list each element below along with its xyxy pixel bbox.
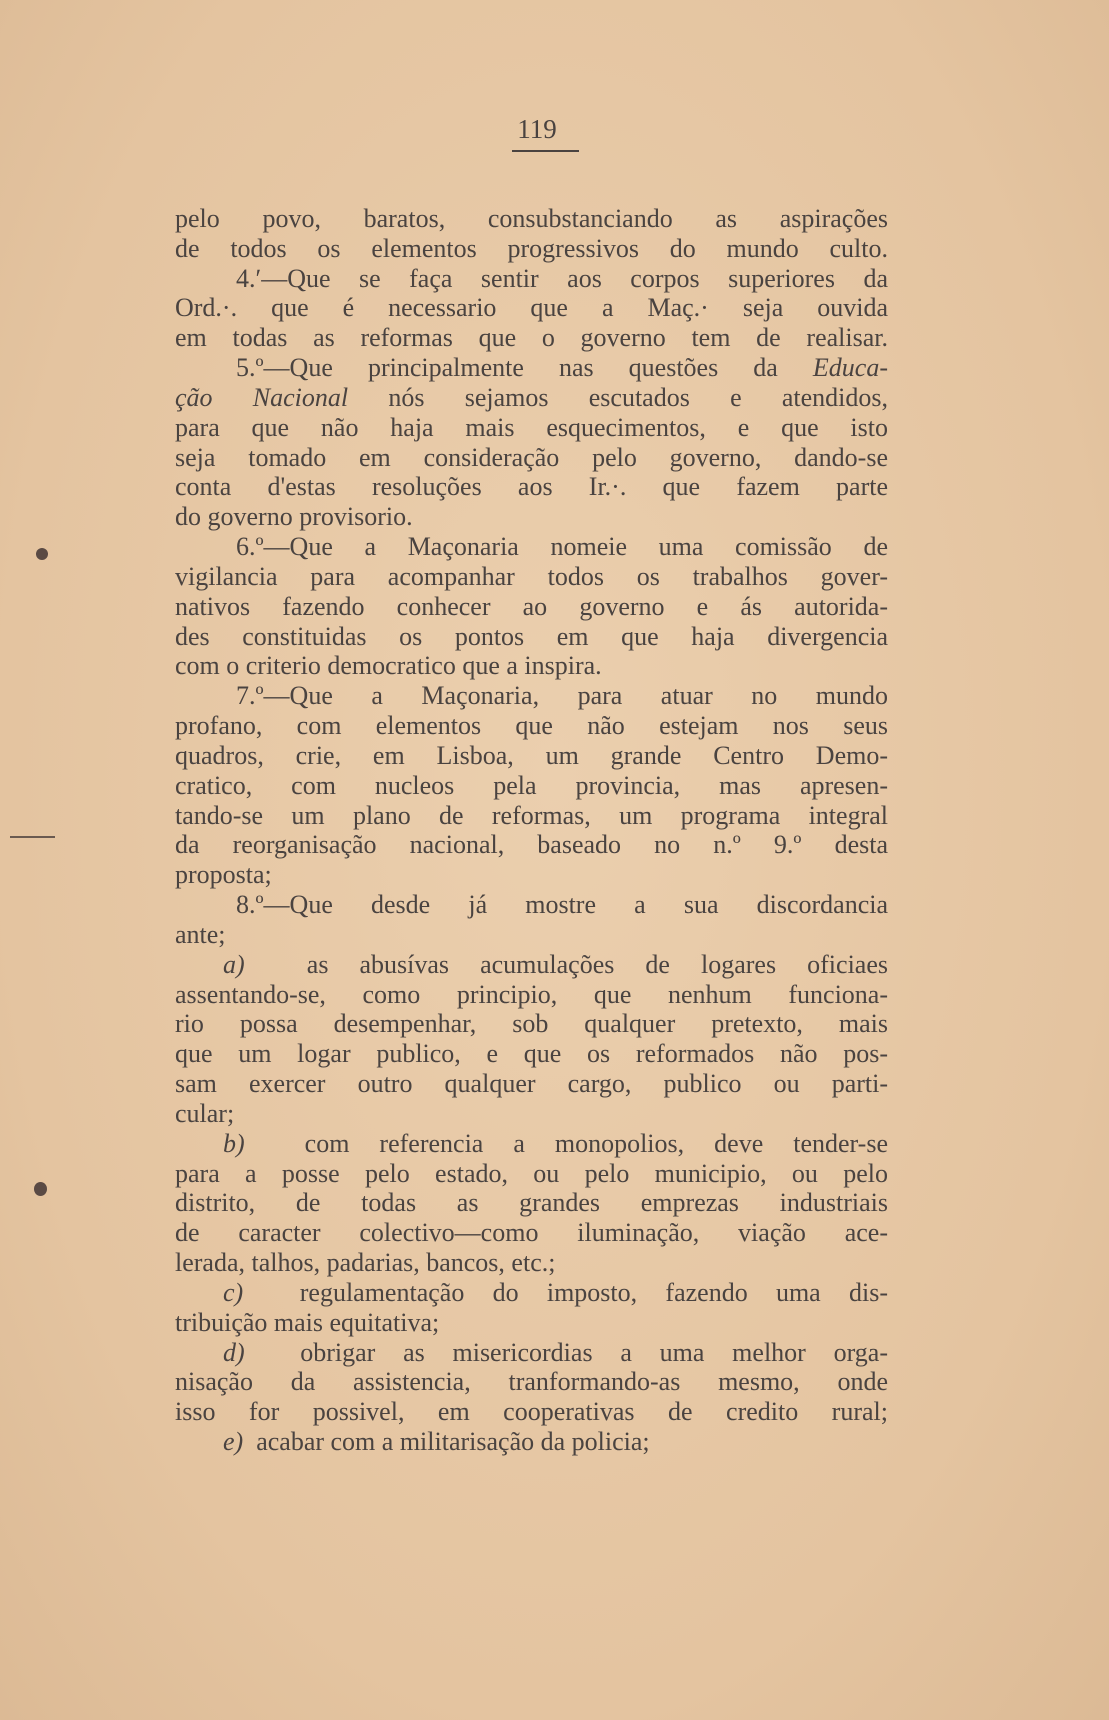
text-segment: com o criterio democratico que a inspira. [175, 651, 602, 681]
italic-text: d) [223, 1337, 245, 1367]
text-line [175, 1397, 888, 1427]
text-line [175, 1069, 888, 1099]
text-line [175, 980, 888, 1010]
text-line [175, 413, 888, 443]
text-line [175, 890, 888, 920]
text-segment: nativos fazendo conhecer ao governo e ás autorida- [175, 591, 888, 621]
text-line [175, 771, 888, 801]
text-line [175, 532, 888, 562]
text-segment: da reorganisação nacional, baseado no n.º 9.º desta [175, 830, 888, 860]
text-segment: obrigar as misericordias a uma melhor orga- [244, 1337, 888, 1367]
text-segment: proposta; [175, 860, 272, 890]
text-segment: nós sejamos escutados e atendidos, [348, 382, 888, 412]
text-line [175, 1159, 888, 1189]
text-segment: 8.º—Que desde já mostre a sua discordancia [236, 890, 888, 920]
text-line [175, 204, 888, 234]
text-segment: profano, com elementos que não estejam nos seus [175, 711, 888, 741]
text-line [175, 1338, 888, 1368]
text-segment: nisação da assistencia, tranformando-as mesmo, onde [175, 1367, 888, 1397]
italic-text: ção Nacional [175, 382, 349, 412]
text-segment: em todas as reformas que o governo tem de realisar. [175, 323, 888, 353]
text-line [175, 1129, 888, 1159]
page-number-rule [512, 150, 579, 152]
italic-text: e) [223, 1427, 244, 1457]
text-line [175, 234, 888, 264]
text-line [175, 383, 888, 413]
text-segment: sam exercer outro qualquer cargo, publico ou parti- [175, 1069, 888, 1099]
text-segment: assentando-se, como principio, que nenhum funciona- [175, 979, 888, 1009]
text-segment: vigilancia para acompanhar todos os trabalhos gover- [175, 561, 888, 591]
text-line [175, 472, 888, 502]
text-segment: de caracter colectivo—como iluminação, viação ace- [175, 1218, 888, 1248]
text-line [175, 860, 888, 890]
text-segment: as abusívas acumulações de logares oficiaes [244, 949, 888, 979]
text-segment: lerada, talhos, padarias, bancos, etc.; [175, 1248, 556, 1278]
text-line [175, 1218, 888, 1248]
text-segment: tando-se um plano de reformas, um programa integral [175, 800, 888, 830]
text-segment: pelo povo, baratos, consubstanciando as aspirações [175, 204, 888, 233]
text-segment: quadros, crie, em Lisboa, um grande Centro Demo- [175, 740, 888, 770]
text-line [175, 443, 888, 473]
margin-stain-mark [36, 548, 48, 560]
text-line [175, 562, 888, 592]
text-segment: para a posse pelo estado, ou pelo municipio, ou pelo [175, 1158, 888, 1188]
margin-stain-mark [34, 1182, 47, 1196]
text-line [175, 1427, 888, 1457]
text-segment: para que não haja mais esquecimentos, e que isto [175, 412, 888, 442]
text-segment: des constituidas os pontos em que haja divergencia [175, 621, 888, 651]
text-line [175, 711, 888, 741]
italic-text: a) [223, 949, 245, 979]
text-line [175, 651, 888, 681]
text-line [175, 950, 888, 980]
text-segment: cular; [175, 1098, 235, 1128]
text-segment: distrito, de todas as grandes emprezas industriais [175, 1188, 888, 1218]
text-line [175, 920, 888, 950]
text-line [175, 323, 888, 353]
text-line [175, 1099, 888, 1129]
text-segment: do governo provisorio. [175, 502, 413, 532]
text-line [175, 353, 888, 383]
text-line [175, 592, 888, 622]
text-line [175, 801, 888, 831]
text-segment: seja tomado em consideração pelo governo, dando-se [175, 442, 888, 472]
italic-text: c) [223, 1277, 244, 1307]
text-segment: conta d'estas resoluções aos Ir.·. que fazem parte [175, 472, 888, 502]
page-number: 119 [517, 114, 557, 144]
text-line [175, 1308, 888, 1338]
text-line [175, 622, 888, 652]
margin-thread-mark [10, 836, 55, 838]
text-line [175, 502, 888, 532]
text-line [175, 1278, 888, 1308]
italic-text: b) [223, 1128, 245, 1158]
text-line [175, 681, 888, 711]
text-segment: 4.ʹ—Que se faça sentir aos corpos superiores da [236, 263, 888, 293]
text-segment: 7.º—Que a Maçonaria, para atuar no mundo [236, 681, 888, 711]
text-segment: ante; [175, 919, 226, 949]
text-line [175, 1009, 888, 1039]
text-segment: de todos os elementos progressivos do mundo culto. [175, 233, 888, 263]
text-segment: tribuição mais equitativa; [175, 1307, 440, 1337]
text-segment: rio possa desempenhar, sob qualquer pretexto, mais [175, 1009, 888, 1039]
text-line [175, 1188, 888, 1218]
text-segment: acabar com a militarisação da policia; [243, 1427, 650, 1457]
text-line [175, 1367, 888, 1397]
text-segment: regulamentação do imposto, fazendo uma dis- [243, 1277, 888, 1307]
text-segment: que um logar publico, e que os reformados não pos- [175, 1039, 888, 1069]
text-line [175, 830, 888, 860]
text-segment: com referencia a monopolios, deve tender-se [244, 1128, 888, 1158]
text-segment: cratico, com nucleos pela provincia, mas apresen- [175, 770, 888, 800]
text-line [175, 293, 888, 323]
text-segment: Ord.·. que é necessario que a Maç.· seja ouvida [175, 293, 888, 323]
text-line [175, 1039, 888, 1069]
text-line [175, 264, 888, 294]
text-line [175, 1248, 888, 1278]
text-segment: isso for possivel, em cooperativas de credito rural; [175, 1397, 888, 1427]
text-line [175, 741, 888, 771]
text-segment: 5.º—Que principalmente nas questões da [236, 353, 813, 383]
text-segment: 6.º—Que a Maçonaria nomeie uma comissão de [236, 532, 888, 562]
italic-text: Educa- [812, 353, 888, 383]
